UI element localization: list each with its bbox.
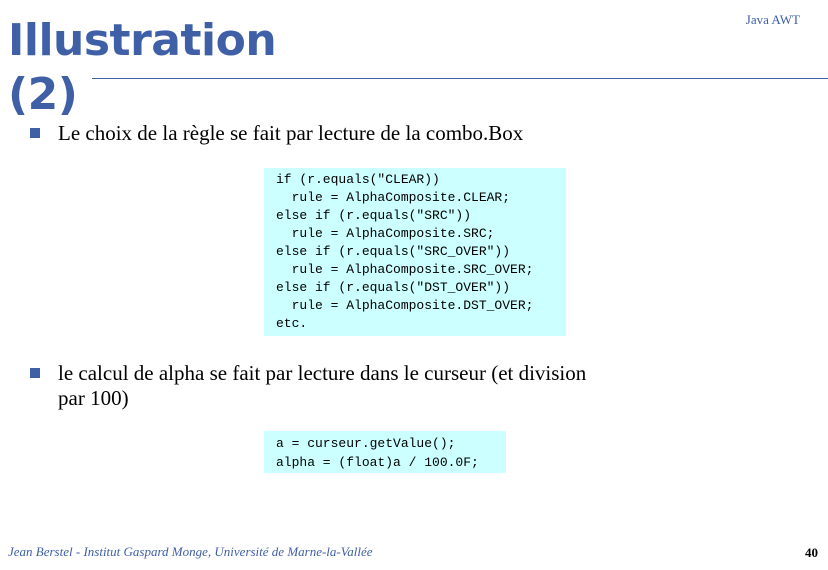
footer-author: Jean Berstel - Institut Gaspard Monge, Université de Marne-la-Vallée — [8, 544, 373, 559]
square-bullet-icon — [30, 128, 40, 138]
course-label: Java AWT — [745, 12, 800, 27]
code-block-rule-selection — [264, 168, 566, 336]
code-block-alpha — [264, 431, 506, 473]
square-bullet-icon — [30, 368, 40, 378]
code-line: else if (r.equals("SRC_OVER")) — [276, 244, 511, 259]
code-line: else if (r.equals("SRC")) — [276, 208, 472, 223]
slide-title: Illustration (2) — [8, 15, 277, 120]
code-line: a = curseur.getValue(); — [276, 436, 456, 451]
code-line: rule = AlphaComposite.SRC_OVER; — [276, 262, 534, 277]
code-line: else if (r.equals("DST_OVER")) — [276, 280, 511, 295]
code-line: if (r.equals("CLEAR)) — [276, 172, 440, 187]
title-divider — [92, 78, 828, 79]
code-line: etc. — [276, 316, 308, 331]
bullet-text: Le choix de la règle se fait par lecture de la combo.Box — [58, 121, 524, 145]
bullet-text: le calcul de alpha se fait par lecture dans le curseur (et division par 100) — [58, 361, 587, 410]
bullet-item-alpha-calculation — [30, 361, 610, 411]
page-number: 40 — [805, 545, 818, 560]
code-line: rule = AlphaComposite.CLEAR; — [276, 190, 511, 205]
bullet-item-combo-box — [30, 121, 523, 146]
code-line: alpha = (float)a / 100.0F; — [276, 455, 479, 470]
code-line: rule = AlphaComposite.SRC; — [276, 226, 495, 241]
code-line: rule = AlphaComposite.DST_OVER; — [276, 298, 534, 313]
